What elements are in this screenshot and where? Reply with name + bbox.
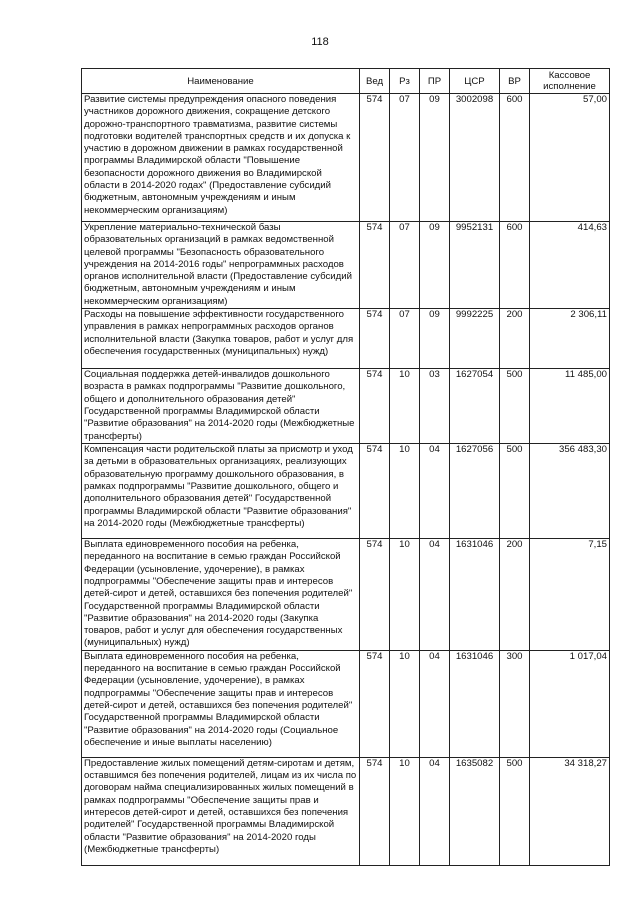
row-sum: 2 306,11 — [530, 309, 610, 369]
row-name: Укрепление материально-технической базы образовательных организаций в рамках ведомственной целевой программы "Безопасность образовательного учреждения на 2014-2016 годы" непрограммных расходов органов исполнительной власти (Предоставление субсидий бюджетным, автономным учреждениям и иным некоммерческим организациям) — [82, 222, 360, 309]
table-row — [82, 222, 610, 309]
row-rz: 10 — [390, 539, 420, 651]
header-sum: Кассовое исполнение — [530, 69, 610, 94]
row-pr: 04 — [420, 650, 450, 757]
row-rz: 07 — [390, 222, 420, 309]
row-vr: 500 — [500, 369, 530, 444]
row-ved: 574 — [360, 369, 390, 444]
row-ved: 574 — [360, 757, 390, 865]
row-name: Развитие системы предупреждения опасного поведения участников дорожного движения, сокращение детского дорожно-транспортного травматизма, развитие системы подготовки водителей транспортных средств и их допуска к участию в дорожном движении в рамках государственной программы Владимирской области "Повышение безопасности дорожного движения во Владимирской области в 2014-2020 годах" (Предоставление субсидий бюджетным, автономным учреждениям и иным некоммерческим организациям) — [82, 94, 360, 222]
row-sum: 414,63 — [530, 222, 610, 309]
row-sum: 57,00 — [530, 94, 610, 222]
budget-table-wrapper — [81, 68, 609, 866]
row-vr: 500 — [500, 444, 530, 539]
page-number: 118 — [311, 36, 329, 48]
row-sum: 11 485,00 — [530, 369, 610, 444]
row-rz: 10 — [390, 444, 420, 539]
row-pr: 09 — [420, 94, 450, 222]
row-name: Компенсация части родительской платы за присмотр и уход за детьми в образовательных организациях, реализующих образовательную программу дошкольного образования, в рамках подпрограммы "Развитие дошкольного, общего и дополнительного образования детей" Государственной программы Владимирской области "Развитие образования" на 2014-2020 годы (Межбюджетные трансферты) — [82, 444, 360, 539]
row-ved: 574 — [360, 222, 390, 309]
table-row — [82, 444, 610, 539]
row-vr: 600 — [500, 94, 530, 222]
header-pr: ПР — [420, 69, 450, 94]
row-rz: 10 — [390, 369, 420, 444]
row-rz: 07 — [390, 94, 420, 222]
table-row — [82, 369, 610, 444]
row-csr: 1635082 — [450, 757, 500, 865]
row-ved: 574 — [360, 94, 390, 222]
row-pr: 09 — [420, 222, 450, 309]
table-row — [82, 309, 610, 369]
row-csr: 1627056 — [450, 444, 500, 539]
row-sum: 1 017,04 — [530, 650, 610, 757]
row-ved: 574 — [360, 444, 390, 539]
row-sum: 7,15 — [530, 539, 610, 651]
row-name: Выплата единовременного пособия на ребенка, переданного на воспитание в семью граждан Российской Федерации (усыновление, удочерение), в рамках подпрограммы "Обеспечение защиты прав и интересов детей-сирот и детей, оставшихся без попечения родителей" Государственной программы Владимирской области "Развитие образования" на 2014-2020 годы (Закупка товаров, работ и услуг для обеспечения государственных (муниципальных) нужд) — [82, 539, 360, 651]
row-ved: 574 — [360, 539, 390, 651]
header-name: Наименование — [82, 69, 360, 94]
row-name: Социальная поддержка детей-инвалидов дошкольного возраста в рамках подпрограммы "Развитие дошкольного, общего и дополнительного образования детей" Государственной программы Владимирской области "Развитие образования" на 2014-2020 годы (Межбюджетные трансферты) — [82, 369, 360, 444]
row-ved: 574 — [360, 650, 390, 757]
row-pr: 04 — [420, 757, 450, 865]
row-vr: 300 — [500, 650, 530, 757]
row-rz: 10 — [390, 757, 420, 865]
row-sum: 34 318,27 — [530, 757, 610, 865]
table-header-row — [82, 69, 610, 94]
row-csr: 1627054 — [450, 369, 500, 444]
table-row — [82, 539, 610, 651]
table-row — [82, 650, 610, 757]
row-name: Расходы на повышение эффективности государственного управления в рамках непрограммных расходов органов исполнительной власти (Закупка товаров, работ и услуг для обеспечения государственных (муниципальных) нужд) — [82, 309, 360, 369]
row-pr: 04 — [420, 444, 450, 539]
row-vr: 200 — [500, 309, 530, 369]
row-pr: 04 — [420, 539, 450, 651]
header-rz: Рз — [390, 69, 420, 94]
row-rz: 10 — [390, 650, 420, 757]
row-ved: 574 — [360, 309, 390, 369]
row-vr: 500 — [500, 757, 530, 865]
table-row — [82, 757, 610, 865]
row-vr: 600 — [500, 222, 530, 309]
row-name: Предоставление жилых помещений детям-сиротам и детям, оставшимся без попечения родителей, лицам из их числа по договорам найма специализированных жилых помещений в рамках подпрограммы "Обеспечение защиты прав и интересов детей-сирот и детей, оставшихся без попечения родителей" Государственной программы Владимирской области "Развитие образования" на 2014-2020 годы (Межбюджетные трансферты) — [82, 757, 360, 865]
row-pr: 09 — [420, 309, 450, 369]
row-csr: 9992225 — [450, 309, 500, 369]
row-vr: 200 — [500, 539, 530, 651]
row-sum: 356 483,30 — [530, 444, 610, 539]
header-ved: Вед — [360, 69, 390, 94]
table-row — [82, 94, 610, 222]
budget-table — [81, 68, 610, 866]
header-csr: ЦСР — [450, 69, 500, 94]
row-name: Выплата единовременного пособия на ребенка, переданного на воспитание в семью граждан Российской Федерации (усыновление, удочерение), в рамках подпрограммы "Обеспечение защиты прав и интересов детей-сирот и детей, оставшихся без попечения родителей" Государственной программы Владимирской области "Развитие образования" на 2014-2020 годы (Социальное обеспечение и иные выплаты населению) — [82, 650, 360, 757]
header-vr: ВР — [500, 69, 530, 94]
row-csr: 1631046 — [450, 539, 500, 651]
row-pr: 03 — [420, 369, 450, 444]
row-rz: 07 — [390, 309, 420, 369]
row-csr: 9952131 — [450, 222, 500, 309]
row-csr: 1631046 — [450, 650, 500, 757]
row-csr: 3002098 — [450, 94, 500, 222]
